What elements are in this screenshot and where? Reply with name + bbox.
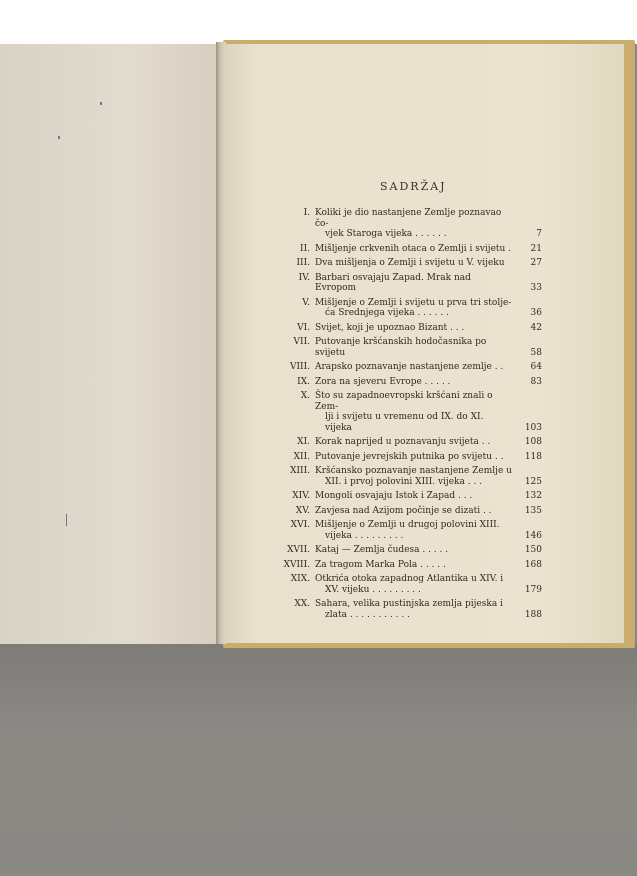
toc-entry-title: [315, 574, 512, 595]
toc-entry-title: [315, 466, 512, 487]
toc-entry-number: IV.: [298, 272, 310, 283]
toc-entry-title: [315, 298, 512, 319]
toc-entry: [232, 506, 542, 517]
toc-entry-title: [315, 244, 512, 255]
toc-entry: [232, 437, 542, 448]
toc-entry-title: [315, 258, 512, 269]
toc-entry-title-line: Mišljenje o Zemlji u drugoj polovini XIII.: [315, 520, 500, 530]
toc-entry-title-line: Otkrića otoka zapadnog Atlantika u XIV. i: [315, 574, 504, 584]
toc-entry: [232, 258, 542, 269]
toc-entry-number: XII.: [293, 451, 310, 462]
toc-entry-title-line: XII. i prvoj polovini XIII. vijeka . . .: [325, 476, 483, 487]
toc-entry-title: [315, 362, 512, 373]
toc-entry-page: 108: [524, 437, 542, 447]
toc-entry-page: 150: [524, 545, 542, 555]
toc-entry-title-line: Zavjesa nad Azijom počinje se dizati . .: [315, 505, 492, 516]
toc-entry-title: [315, 452, 512, 463]
toc-entry-page: 103: [524, 422, 542, 433]
toc-entry: [232, 574, 542, 595]
toc-entry-page: 118: [524, 451, 542, 462]
toc-entry-title-line: Arapsko poznavanje nastanjene zemlje . .: [315, 362, 504, 372]
toc-entry-page: 33: [530, 283, 542, 293]
toc-entry-title-line: vijeka . . . . . . . . .: [325, 530, 404, 541]
toc-entry: [232, 273, 542, 294]
toc-entry-title-line: Mongoli osvajaju Istok i Zapad . . .: [315, 491, 473, 501]
toc-entry-page: 188: [524, 609, 542, 620]
toc-entry: [232, 377, 542, 388]
toc-entry-title: [315, 337, 512, 358]
toc-entry-title-line: Barbari osvajaju Zapad. Mrak nad Evropom: [315, 272, 471, 293]
toc-entry-number: XI.: [297, 437, 310, 447]
toc-entry-number: XVII.: [287, 545, 310, 555]
toc-entry-title: [315, 323, 512, 334]
toc-entry: [232, 244, 542, 255]
toc-entry-number: XX.: [294, 599, 310, 609]
toc-entry-number: XV.: [295, 505, 310, 516]
toc-entry-title: [315, 273, 512, 294]
toc-entry: [232, 298, 542, 319]
toc-entry-title-line: Kršćansko poznavanje nastanjene Zemlje u: [315, 466, 512, 476]
toc-entry: [232, 491, 542, 502]
toc-entry-number: VI.: [297, 322, 310, 333]
toc-entry-number: I.: [303, 208, 310, 218]
paper-speck: [100, 102, 102, 105]
toc-entry: [232, 208, 542, 240]
toc-entry-title-line: Korak naprijed u poznavanju svijeta . .: [315, 437, 491, 447]
paper-speck: [66, 514, 67, 526]
toc-entry-page: 168: [524, 559, 542, 570]
toc-entry: [232, 466, 542, 487]
toc-entry-number: VIII.: [289, 362, 310, 372]
left-page: [0, 44, 218, 644]
toc-entry: [232, 391, 542, 433]
toc-entry-number: XVIII.: [283, 559, 310, 570]
toc-entry-number: VII.: [293, 337, 310, 347]
toc-entry-page: 179: [524, 584, 542, 595]
toc-entry-number: V.: [302, 297, 310, 308]
toc-entry-number: XIX.: [290, 574, 310, 584]
scan-background-bottom: [0, 644, 637, 876]
toc-entry-page: 146: [524, 530, 542, 541]
toc-entry-title: [315, 520, 512, 541]
toc-entry-title-line: Što su zapadnoevropski kršćani znali o Zem-: [315, 391, 493, 412]
toc-entry-number: III.: [296, 258, 310, 268]
toc-entry-number: XIV.: [292, 491, 310, 501]
toc-entry: [232, 599, 542, 620]
toc-entry-page: 42: [530, 322, 542, 333]
toc-entry-title-line: Putovanje kršćanskih hodočasnika po svijetu: [315, 337, 487, 358]
toc-entry: [232, 452, 542, 463]
toc-entry-number: IX.: [297, 376, 310, 387]
toc-entry-number: X.: [300, 391, 310, 401]
toc-entry: [232, 545, 542, 556]
toc-entry: [232, 323, 542, 334]
toc-entry-page: 83: [530, 376, 542, 387]
toc-entry: [232, 337, 542, 358]
toc-entry-number: XIII.: [290, 466, 310, 476]
toc-entry-page: 36: [530, 308, 542, 318]
toc-entry-title-line: Za tragom Marka Pola . . . . .: [315, 559, 446, 570]
table-of-contents: [232, 208, 542, 624]
paper-speck: [58, 136, 60, 139]
toc-entry-title: [315, 377, 512, 388]
scan-background-top: [0, 0, 637, 44]
toc-entry-page: 135: [524, 505, 542, 516]
toc-entry-title: [315, 506, 512, 517]
toc-entry-title-line: Zora na sjeveru Evrope . . . . .: [315, 376, 451, 387]
toc-entry-title-line: Putovanje jevrejskih putnika po svijetu . .: [315, 451, 504, 462]
toc-entry-title-line: Svijet, koji je upoznao Bizant . . .: [315, 322, 465, 333]
toc-entry-title-line: ća Srednjega vijeka . . . . . .: [325, 308, 449, 318]
toc-entry-title: [315, 599, 512, 620]
toc-entry: [232, 362, 542, 373]
toc-entry-number: XVI.: [290, 520, 310, 530]
toc-entry-title: [315, 437, 512, 448]
toc-entry-title-line: Mišljenje crkvenih otaca o Zemlji i svijetu .: [315, 243, 512, 254]
toc-heading: SADRŽAJ: [380, 180, 447, 193]
toc-entry-title: [315, 391, 512, 433]
toc-entry-title-line: Koliki je dio nastanjene Zemlje poznavao čo-: [315, 208, 502, 229]
toc-entry-title: [315, 491, 512, 502]
toc-entry: [232, 560, 542, 571]
toc-entry-page: 21: [530, 243, 542, 254]
toc-entry-page: 58: [530, 347, 542, 358]
toc-entry-page: 125: [524, 476, 542, 487]
toc-entry-title-line: Kataj — Zemlja čudesa . . . . .: [315, 545, 449, 555]
toc-entry-title: [315, 208, 512, 240]
toc-entry-title-line: Sahara, velika pustinjska zemlja pijeska i: [315, 599, 503, 609]
toc-entry-title-line: vjek Staroga vijeka . . . . . .: [325, 229, 447, 239]
toc-entry-title-line: lji i svijetu u vremenu od IX. do XI. vijeka: [325, 412, 484, 433]
toc-entry-title-line: zlata . . . . . . . . . . .: [325, 609, 410, 620]
toc-entry-number: II.: [300, 243, 310, 254]
toc-entry-title-line: Dva mišljenja o Zemlji i svijetu u V. vijeku: [315, 258, 505, 268]
toc-entry-page: 132: [524, 491, 542, 501]
toc-entry-title: [315, 545, 512, 556]
toc-entry-title: [315, 560, 512, 571]
toc-entry-title-line: XV. vijeku . . . . . . . . .: [325, 584, 421, 595]
toc-entry-page: 27: [530, 258, 542, 268]
toc-entry-page: 7: [536, 229, 542, 239]
toc-entry-title-line: Mišljenje o Zemlji i svijetu u prva tri stolje-: [315, 297, 512, 308]
toc-entry: [232, 520, 542, 541]
toc-entry-page: 64: [530, 362, 542, 372]
